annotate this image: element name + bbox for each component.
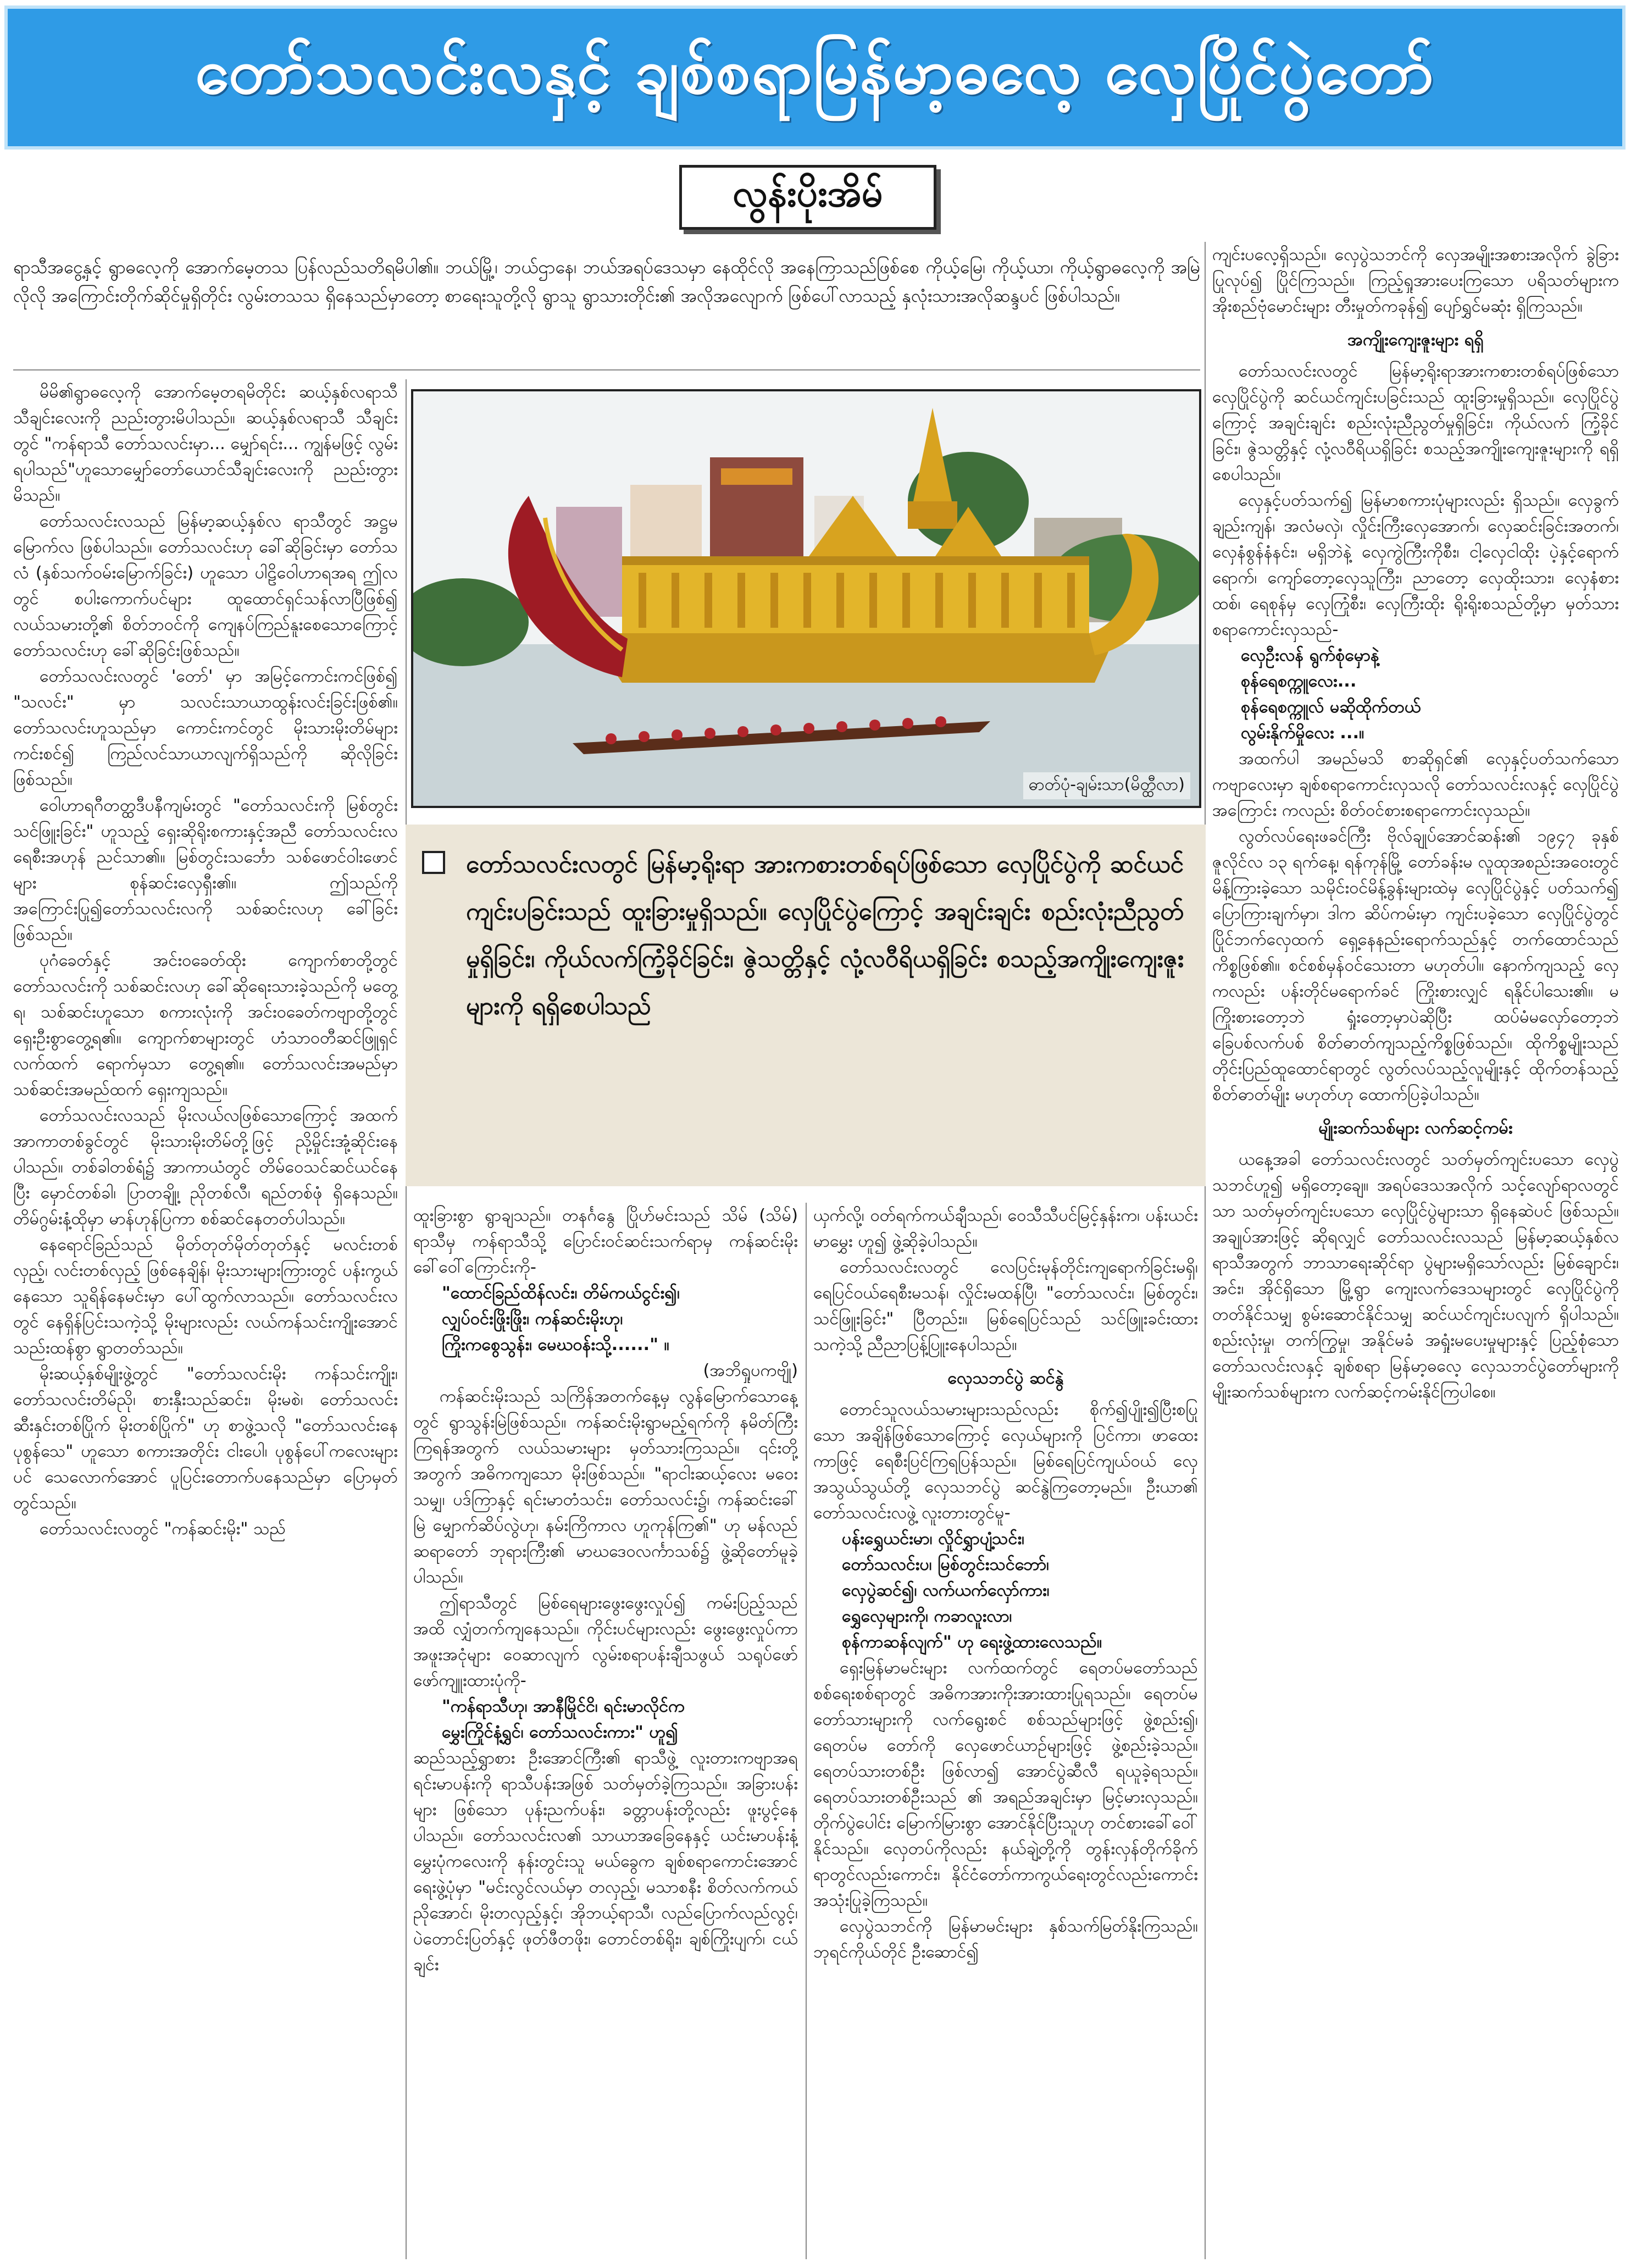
section-heading: လှေသဘင်ပွဲ ဆင်နွဲ	[947, 1369, 1064, 1388]
col1-paragraph: ပုဂံခေတ်နှင့် အင်းဝခေတ်ထိုး ကျောက်စာတို့တွင် တော်သလင်းကို သစ်ဆင်းလဟု ခေါ်ဆိုရေးသားခဲ့သည်ကို မတွေ့ရ၊ သစ်ဆင်းဟူသော စကားလုံးကို အင်းဝခေတ်ကဗျာတို့တွင် ရှေးဦးစွာတွေ့ရ၏။ ကျောက်စာများတွင် ဟံသာဝတီဆင်ဖြူရှင်လက်ထက် ရောက်မှသာ တွေ့ရ၏။ တော်သလင်းအမည်မှာ သစ်ဆင်းအမည်ထက် ရှေးကျသည်။	[13, 951, 398, 1099]
col4-paragraph: အထက်ပါ အမည်မသိ စာဆိုရှင်၏ လှေနှင့်ပတ်သက်သော ကဗျာလေးမှာ ချစ်စရာကောင်းလှသလို တော်သလင်းလနှင့် လှေပြိုင်ပွဲအကြောင်း ကလည်း စိတ်ဝင်စားစရာကောင်းလှသည်။	[1212, 749, 1619, 820]
col1-paragraph: တော်သလင်းလတွင် 'တော်' မှာ အမြင့်ကောင်းကင်ဖြစ်၍ "သလင်း" မှာ သလင်းသာယာထွန်းလင်းခြင်းဖြစ်၏။ တော်သလင်းဟူသည်မှာ ကောင်းကင်တွင် မိုးသားမိုးတိမ်များ ကင်းစင်၍ ကြည်လင်သာယာလျက်ရှိသည်ကို ဆိုလိုခြင်းဖြစ်သည်။	[13, 667, 398, 789]
verse-line: စုန်ကာဆန်လျက်" ဟု ရေးဖွဲ့ထားလေသည်။	[842, 1633, 1102, 1652]
verse-line: ကြိုးကစွေသွန်း၊ မေဃဝန်းသို့......" ။	[442, 1335, 669, 1354]
col1-paragraph: တော်သလင်းလသည် မြန်မာ့ဆယ့်နှစ်လ ရာသီတွင် အဋ္ဌမမြောက်လ ဖြစ်ပါသည်။ တော်သလင်းဟု ခေါ်ဆိုခြင်းမှာ တော်သလံ (နှစ်သက်ဝမ်းမြောက်ခြင်း) ဟူသော ပါဠိဝေါဟာရအရ ဤလတွင် စပါးကောက်ပင်များ ထူထောင်ရှင်သန်လာပြီဖြစ်၍ လယ်သမားတို့၏ စိတ်ဘဝင်ကို ကျေနပ်ကြည်နူးစေသောကြောင့် တော်သလင်းဟု ခေါ်ဆိုခြင်းဖြစ်သည်။	[13, 512, 398, 660]
verse-line: လျှပ်ဝင်းဖြိုးဖြိုး၊ ကန်ဆင်းမိုးဟု၊	[442, 1309, 623, 1329]
verse-line: စုန်ရေစက္ကူလ် မဆိုထိုက်တယ်	[1241, 698, 1421, 717]
col1-paragraph: မိုးဆယ့်နှစ်မျိုးဖွဲ့တွင် "တော်သလင်းမိုး ကန်သင်းကျိုး၊ တော်သလင်းတိမ်ညို၊ စားနှီးသည်ဆင်း၊ မိုးမစဲ၊ တော်သလင်းဆီးနှင်းတစ်ပြိုက် မိုးတစ်ပြိုက်" ဟု စာဖွဲ့သလို "တော်သလင်းနေ ပုစွန်သေ" ဟူသော စကားအတိုင်း ငါးပေါ၊ ပုစွန်ပေါ်ကလေးများပင် သေလောက်အောင် ပူပြင်းတောက်ပနေသည်မှာ ပြောမှတ်တွင်သည်။	[13, 1364, 398, 1513]
col2-paragraph: ထူးခြားစွာ ရွာချသည်။ တနင်္ဂနွေ ပြိုဟ်မင်းသည် သိမ် (သိမ်) ရာသီမှ ကန်ရာသီသို့ ပြောင်းဝင်ဆင်းသက်ရာမှ ကန်ဆင်းမိုးခေါ်ဝေါ်ကြောင်းကို-	[413, 1206, 798, 1277]
col3-paragraph: ရှေးမြန်မာမင်းများ လက်ထက်တွင် ရေတပ်မတော်သည် စစ်ရေးစစ်ရာတွင် အဓိကအားကိုးအားထားပြုရသည်။ ရေတပ်မတော်သားများကို လက်ရွေးစင် စစ်သည်များဖြင့် ဖွဲ့စည်း၍၊ ရေတပ်မ တော်ကို လှေဖောင်ယာဉ်များဖြင့် ဖွဲ့စည်းခဲ့သည်။ ရေတပ်သားတစ်ဦး ဖြစ်လာ၍ အောင်ပွဲဆီလီ ရယူခဲ့ရသည်။ ရေတပ်သားတစ်ဦးသည် ၏ အရည်အချင်းမှာ မြင့်မားလှသည်။ တိုက်ပွဲပေါင်း မြောက်မြားစွာ အောင်နိုင်ပြီးသူဟု တင်စားခေါ်ဝေါ်နိုင်သည်။ လှေတပ်ကိုလည်း နယ်ချဲ့တို့ကို တွန်းလှန်တိုက်ခိုက်ရာတွင်လည်းကောင်း၊ နိုင်ငံတော်ကာကွယ်ရေးတွင်လည်းကောင်း အသုံးပြုခဲ့ကြသည်။	[813, 1658, 1198, 1910]
verse-line: "ထောင်ခြည်ထိန်လင်း၊ တိမ်ကယ်ငွင်း၍၊	[442, 1284, 680, 1303]
col3-paragraph: ယှက်လို့၊ ဝတ်ရက်ကယ်ချီသည်၊ ဝေသီသီပင်မြင့်နှန်းက၊ ပန်းယင်းမာမွှေး ဟူ၍ ဖွဲ့ဆိုခဲ့ပါသည်။	[813, 1206, 1198, 1251]
col3-paragraph: လှေပွဲသဘင်ကို မြန်မာမင်းများ နှစ်သက်မြတ်နိုးကြသည်။ ဘုရင်ကိုယ်တိုင် ဦးဆောင်၍	[813, 1917, 1198, 1962]
col2-paragraph: ဤရာသီတွင် မြစ်ရေများဖွေးဖွေးလှုပ်၍ ကမ်းပြည့်သည်အထိ လျှံတက်ကျနေသည်။ ကိုင်းပင်များလည်း ဖွေးဖွေးလှုပ်ကာ အဖူးအငုံများ ဝေဆာလျက် လွမ်းစရာပန်းချီသဖွယ် သရုပ်ဖော် ဖော်ကျူးထားပုံကို-	[413, 1594, 798, 1690]
intro-divider	[13, 369, 1200, 370]
section-heading: မျိုးဆက်သစ်များ လက်ဆင့်ကမ်း	[1318, 1119, 1513, 1138]
title-banner	[4, 5, 1626, 150]
col4-paragraph: ယနေ့အခါ တော်သလင်းလတွင် သတ်မှတ်ကျင်းပသော လှေပွဲသဘင်ဟူ၍ မရှိတော့ချေ။ အရပ်ဒေသအလိုက် သင့်လျော်ရာလတွင်သာ သတ်မှတ်ကျင်းပသော လှေပြိုင်ပွဲများသာ ရှိနေဆဲပင် ဖြစ်သည်။ အချုပ်အားဖြင့် ဆိုရလျှင် တော်သလင်းလသည် မြန်မာ့ဆယ့်နှစ်လရာသီအတွက် ဘာသာရေးဆိုင်ရာ ပွဲများမရှိသော်လည်း မြစ်ချောင်း၊ အင်း၊ အိုင်ရှိသော မြို့ရွာ ကျေးလက်ဒေသများတွင် လှေပြိုင်ပွဲကို တတ်နိုင်သမျှ စွမ်းဆောင်နိုင်သမျှ ဆင်ယင်ကျင်းပလျက် ရှိပါသည်။ စည်းလုံးမှု၊ တက်ကြွမှု၊ အနိုင်မခံ အရှုံးမပေးမှုများနှင့် ပြည့်စုံသော တော်သလင်းလနှင့် ချစ်စရာ မြန်မာ့ဓလေ့ လှေသဘင်ပွဲတော်များကို မျိုးဆက်သစ်များက လက်ဆင့်ကမ်းနိုင်ကြပါစေ။	[1212, 1150, 1619, 1402]
column-3	[813, 1203, 1198, 2259]
section-heading: အကျိုးကျေးဇူးများ ရရှိ	[1347, 330, 1484, 350]
photo-caption: ဓာတ်ပုံ-ချမ်းသာ(မိတ္ထီလာ)	[1023, 772, 1190, 799]
col3-paragraph: တောင်သူလယ်သမားများသည်လည်း စိုက်၍ပျိုး၍ပြီးစပြုသော အချိန်ဖြစ်သောကြောင့် လှေယ်များကို ပြင်ကာ၊ ဖာထေးကာဖြင့် ရေစီးပြင်ကြရပြန်သည်။ မြစ်ရေပြင်ကျယ်ဝယ် လှေအသွယ်သွယ်တို့ လှေသဘင်ပွဲ ဆင်နွဲကြတော့မည်။ ဦးယာ၏ တော်သလင်းလဖွဲ့ လူးတားတွင်မူ-	[813, 1400, 1198, 1523]
col1-paragraph: တော်သလင်းလတွင် "ကန်ဆင်းမိုး" သည်	[40, 1519, 286, 1539]
col4-paragraph: တော်သလင်းလတွင် မြန်မာ့ရိုးရာအားကစားတစ်ရပ်ဖြစ်သော လှေပြိုင်ပွဲကို ဆင်ယင်ကျင်းပခြင်းသည် ထူးခြားမှုရှိသည်။ လှေပြိုင်ပွဲကြောင့် အချင်းချင်း စည်းလုံးညီညွတ်မှုရှိခြင်း၊ ကိုယ်လက် ကြံ့ခိုင်ခြင်း၊ ဇွဲသတ္တိနှင့် လုံ့လဝီရိယရှိခြင်း စသည့်အကျိုးကျေးဇူးများကို ရရှိစေပါသည်။	[1212, 362, 1619, 484]
pull-quote-text: တော်သလင်းလတွင် မြန်မာ့ရိုးရာ အားကစားတစ်ရပ်ဖြစ်သော လှေပြိုင်ပွဲကို ဆင်ယင်ကျင်းပခြင်းသည် ထူးခြားမှုရှိသည်။ လှေပြိုင်ပွဲကြောင့် အချင်းချင်း စည်းလုံးညီညွတ်မှုရှိခြင်း၊ ကိုယ်လက်ကြံ့ခိုင်ခြင်း၊ ဇွဲသတ္တိနှင့် လုံ့လဝီရိယရှိခြင်း စသည့်အကျိုးကျေးဇူးများကို ရရှိစေပါသည်	[466, 850, 1184, 1020]
karaweik-barge-image	[413, 391, 1199, 806]
col2-paragraph: ကန်ဆင်းမိုးသည် သကြိန်အတက်နေ့မှ လွန်မြောက်သောနေ့တွင် ရွာသွန်းမြဲဖြစ်သည်။ ကန်ဆင်းမိုးရွာမည့်ရက်ကို နမိတ်ကြီးကြရန်အတွက် လယ်သမားများ မှတ်သားကြသည်။ ၎င်းတို့အတွက် အဓိကကျသော မိုးဖြစ်သည်။ "ရာငါးဆယ့်လေး မဝေးသမျှ၊ ပဒ်ကြာနှင့် ရင်းမာတံသင်း၊ တော်သလင်း၌၊ ကန်ဆင်းခေါ်မြဲ မျှောက်ဆိပ်လွဲဟု၊ နမ်းကြိကာလ ဟူကုန်ကြ၏" ဟု မန်လည်ဆရာတော် ဘုရားကြီး၏ မာဃဒေဝလင်္ကာသစ်၌ ဖွဲ့ဆိုတော်မူခဲ့ပါသည်။	[413, 1387, 798, 1587]
page-title: တော်သလင်းလနှင့် ချစ်စရာမြန်မာ့ဓလေ့ လှေပြိုင်ပွဲတော်	[195, 36, 1435, 108]
col2-paragraph: ဆည်သည့်ရွှာစား ဦးအောင်ကြီး၏ ရာသီဖွဲ့ လူးတားကဗျာအရ ရင်းမာပန်းကို ရာသီပန်းအဖြစ် သတ်မှတ်ခဲ့ကြသည်။ အခြားပန်းများ ဖြစ်သော ပုန်းညက်ပန်း၊ ခတ္တာပန်းတို့လည်း ဖူးပွင့်နေပါသည်။ တော်သလင်းလ၏ သာယာအခြေနေနှင့် ယင်းမာပန်းနံ့ မွှေးပုံကလေးကို နန်းတွင်းသူ မယ်ခွေက ချစ်စရာကောင်းအောင် ရေးဖွဲ့ပုံမှာ "မင်းလွင်လယ်မှာ တလှည့်၊ မသာစနီး စိတ်လက်ကယ်ညိုအောင်၊ မိုးတလှည့်နှင့်၊ အိုဘယ့်ရာသီ၊ လည်ပြောက်လည်လွင့်၊ ပဲတောင်းပြတ်နှင့် ဖုတ်ဖီတဖိုး၊ တောင်တစ်ရိုး၊ ချစ်ကြိုးပျက်၊ ငယ်ချင်း	[413, 1749, 798, 1974]
verse-line: တော်သလင်းပ၊ မြစ်တွင်းသင်ဘော်၊	[842, 1555, 1049, 1574]
intro-paragraph: ရာသီအငွေ့နှင့် ရွာဓလေ့ကို အောက်မေ့တသ ပြန်လည်သတိရမိပါ၏။ ဘယ်မြို့၊ ဘယ်ဌာနေ၊ ဘယ်အရပ်ဒေသမှာ နေထိုင်လို အနေကြာသည်ဖြစ်စေ ကိုယ့်မြေ၊ ကိုယ့်ယာ၊ ကိုယ့်ရွာဓလေ့ကို အမြဲလိုလို အကြောင်းတိုက်ဆိုင်မှုရှိတိုင်း လွမ်းတသသ ရှိနေသည်မှာတော့ စာရေးသူတို့လို ရွာသူ ရွာသားတိုင်း၏ အလိုအလျောက် ဖြစ်ပေါ်လာသည့် နှလုံးသားအလိုဆန္ဒပင် ဖြစ်ပါသည်။	[13, 257, 1200, 306]
col4-paragraph: ကျင်းပလေ့ရှိသည်။ လှေပွဲသဘင်ကို လှေအမျိုးအစားအလိုက် ခွဲခြားပြုလုပ်၍ ပြိုင်ကြသည်။ ကြည့်ရှုအားပေးကြသော ပရိသတ်များက အိုးစည်ဗုံမောင်းများ တီးမှုတ်ကခုန်၍ ပျော်ရွှင်မဆုံး ရှိကြသည်။	[1212, 245, 1619, 316]
verse-line: "ကန်ရာသီဟု၊ အာနီမြိုင်ငိ၊ ရင်းမာလိုင်က	[442, 1697, 685, 1716]
col4-paragraph: လွတ်လပ်ရေးဖခင်ကြီး ဗိုလ်ချုပ်အောင်ဆန်း၏ ၁၉၄၇ ခုနှစ် ဇူလိုင်လ ၁၃ ရက်နေ့၊ ရန်ကုန်မြို့ တော်ခန်းမ လူထုအစည်းအဝေးတွင် မိန့်ကြားခဲ့သော သမိုင်းဝင်မိန့်ခွန်းများထဲမှ လှေပြိုင်ပွဲနှင့် ပတ်သက်၍ ပြောကြားချက်မှာ၊ ဒါက ဆိပ်ကမ်းမှာ ကျင်းပခဲ့သော လှေပြိုင်ပွဲတွင် ပြိုင်ဘက်လှေထက် ရှေ့နေနည်းရောက်သည်နှင့် တက်ထောင်သည်ကိစ္စဖြစ်၏။ စင်စစ်မှန်ဝင်သေးတာ မဟုတ်ပါ။ နောက်ကျသည့် လှေကလည်း ပန်းတိုင်မရောက်ခင် ကြိုးစားလျှင် ရနိုင်ပါသေး၏။ မကြိုးစားတော့ဘဲ ရှုံးတော့မှာပဲဆိုပြီး ထပ်မံမလှော်တော့ဘဲ ခြေပစ်လက်ပစ် စိတ်ဓာတ်ကျသည့်ကိစ္စဖြစ်သည်။ ထိုကိစ္စမျိုးသည် တိုင်းပြည်ထူထောင်ရာတွင် လွတ်လပ်သည့်လူမျိုးနှင့် ထိုက်တန်သည့် စိတ်ဓာတ်မျိုး မဟုတ်ဟု ထောက်ပြခဲ့ပါသည်။	[1212, 827, 1619, 1104]
checkbox-bullet-icon	[422, 851, 445, 874]
verse-line: မွှေးကြိုင်နံ့ရွှင်၊ တော်သလင်းကား" ဟူ၍	[442, 1723, 679, 1742]
verse-line: ပန်းရွှေယင်းမာ၊ လှိုင်ရွှာပျံ့သင်း၊	[842, 1529, 1025, 1548]
verse-line: လှေပွဲဆင်၍၊ လက်ယက်လှော်ကား၊	[842, 1581, 1050, 1600]
column-1	[13, 379, 398, 2259]
column-divider-1	[406, 379, 407, 2259]
author-byline: လွန်းပိုးအိမ်	[679, 165, 936, 230]
pull-quote	[406, 825, 1206, 1186]
boat-race-photo	[411, 389, 1201, 808]
col3-paragraph: တော်သလင်းလတွင် လေပြင်းမုန်တိုင်းကျရောက်ခြင်းမရှိ၊ ရေပြင်ဝယ်ရေစီးမသန်၊ လှိုင်းမထန်ပြီ၊ "တော်သလင်း၊ မြစ်တွင်း၊ သင်ဖြူးခြင်း" ပြီတည်း။ မြစ်ရေပြင်သည် သင်ဖြူးခင်းထားသကဲ့သို့ ညီညာပြန့်ပြူးနေပါသည်။	[813, 1258, 1198, 1354]
verse-line: ရွှေလှေများကို၊ ကခာလူးလာ၊	[842, 1607, 1012, 1626]
verse-source: (အဘိရှုပကဗျို)	[703, 1361, 798, 1380]
col1-paragraph: မိမိ၏ရွာဓလေ့ကို အောက်မေ့တရမိတိုင်း ဆယ့်နှစ်လရာသီ သီချင်းလေးကို ညည်းတွားမိပါသည်။ ဆယ့်နှစ်လရာသီ သီချင်းတွင် "ကန်ရာသီ တော်သလင်းမှာ... မျှော်ရင်း... ကျွန်မဖြင့် လွမ်းရပါသည်"ဟူသောမျှော်တော်ယောင်သီချင်းလေးကို ညည်းတွားမိသည်။	[13, 383, 398, 505]
col1-paragraph: ဝေါဟာရဂီတတ္ထဒီပနီကျမ်းတွင် "တော်သလင်းကို မြစ်တွင်း သင်ဖြူးခြင်း" ဟူသည့် ရှေးဆိုရိုးစကားနှင့်အညီ တော်သလင်းလ ရေစီးအဟုန် ညင်သာ၏။ မြစ်တွင်းသင်္ဘော သစ်ဖောင်ဝါးဖောင်များ စုန်ဆင်းလှေရှီး၏။ ဤသည်ကို အကြောင်းပြု၍တော်သလင်းလကို သစ်ဆင်းလဟု ခေါ်ခြင်းဖြစ်သည်။	[13, 796, 398, 944]
verse-line: စုန်ရေစက္ကူလေး...	[1241, 672, 1357, 691]
col1-paragraph: တော်သလင်းလသည် မိုးလယ်လဖြစ်သောကြောင့် အထက်အာကာတစ်ခွင်တွင် မိုးသားမိုးတိမ်တို့ဖြင့် ညို့မှိုင်းအုံ့ဆိုင်းနေပါသည်။ တစ်ခါတစ်ရံ၌ အာကာယံတွင် တိမ်ဝေသင်ဆင်ယင်နေပြီး မှောင်တစ်ခါ၊ ပြာတချို့၊ ညိုတစ်လီ၊ ရည်တစ်ဖုံ ရှိနေသည်။ တိမ်ဂွမ်းနံ့ထိုမှာ မာန်ဟုန်ပြကာ စစ်ဆင်နေတတ်ပါသည်။	[13, 1106, 398, 1229]
col1-paragraph: နေရောင်ခြည်သည် မိုတ်တုတ်မိုတ်တုတ်နှင့် မလင်းတစ်လှည့်၊ လင်းတစ်လှည့် ဖြစ်နေချိန်၊ မိုးသားများကြားတွင် ပန်းကွယ်နေသော သူရိန်နေမင်းမှာ ပေါ်ထွက်လာသည်။ တော်သလင်းလတွင် နေရှိန်ပြင်းသကဲ့သို့ မိုးများလည်း လယ်ကန်သင်းကျိုးအောင် သည်းထန်စွာ ရွာတတ်သည်။	[13, 1235, 398, 1358]
column-2	[413, 1203, 798, 2259]
column-divider-2	[1205, 242, 1206, 2259]
column-divider-mid	[806, 1203, 807, 2259]
col4-paragraph: လှေနှင့်ပတ်သက်၍ မြန်မာစကားပုံများလည်း ရှိသည်။ လှေခွက်ချည်းကျန်၊ အလံမလှဲ၊ လှိုင်းကြီးလှေအောက်၊ လှေဆင်းခြင်းအတက်၊ လှေနံစွန်နံနင်း၊ မရှိဘဲနဲ့ လှေကွဲကြီးကိုစီး၊ ငါ့လှေငါထိုး ပဲ့နှင့်ရောက်ရောက်၊ ကျော်တော့လှေသူကြီး၊ ညာတော့ လှေထိုးသား၊ လှေနံစားထစ်၊ ရေစုန်မှ လှေကြုံစီး၊ လှေကြီးထိုး ရိုးရိုးစသည်တို့မှာ မှတ်သား စရာကောင်းလှသည်-	[1212, 491, 1619, 639]
verse-line: လှေဦးလန် ရွက်စုံမှောနဲ့	[1241, 646, 1379, 665]
verse-line: လွမ်းနိုက်မှိုလေး ...။	[1241, 723, 1364, 743]
column-4	[1212, 242, 1619, 2259]
